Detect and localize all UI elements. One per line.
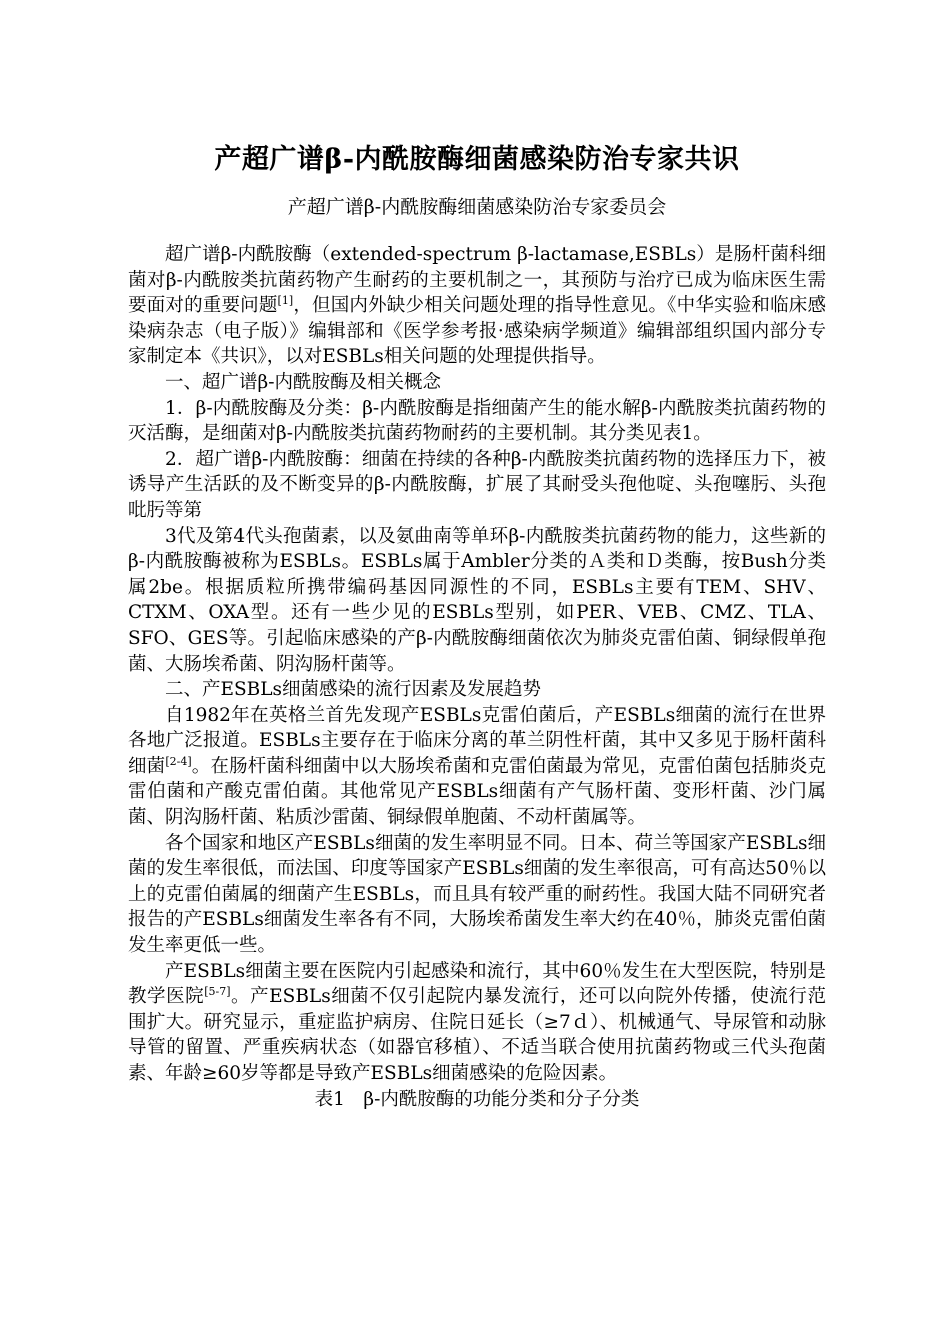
paragraph-intro <box>128 242 826 370</box>
paragraph-text: 。在肠杆菌科细菌中以大肠埃希菌和克雷伯菌最为常见，克雷伯菌包括肺炎克雷伯菌和产酸克雷伯菌。其他常见产ESBLs细菌有产气肠杆菌、变形杆菌、沙门属菌、阴沟肠杆菌、粘质沙雷菌、铜绿假单胞菌、不动杆菌属等。 <box>128 755 826 829</box>
document-page <box>128 140 826 1112</box>
paragraph-incidence: 各个国家和地区产ESBLs细菌的发生率明显不同。日本、荷兰等国家产ESBLs细菌的发生率很低，而法国、印度等国家产ESBLs细菌的发生率很高，可有高达50％以上的克雷伯菌属的细菌产生ESBLs，而且具有较严重的耐药性。我国大陆不同研究者报告的产ESBLs细菌发生率各有不同，大肠埃希菌发生率大约在40％，肺炎克雷伯菌发生率更低一些。 <box>128 832 826 957</box>
paragraph-esbl-definition: 2．超广谱β-内酰胺酶：细菌在持续的各种β-内酰胺类抗菌药物的选择压力下，被诱导产生活跃的及不断变异的β-内酰胺酶，扩展了其耐受头孢他啶、头孢噻肟、头孢吡肟等第 <box>128 448 826 521</box>
section-heading-2: 二、产ESBLs细菌感染的流行因素及发展趋势 <box>165 679 542 701</box>
citation-ref: [5-7] <box>204 985 231 999</box>
document-title: 产超广谱β-内酰胺酶细菌感染防治专家共识 <box>214 144 740 175</box>
paragraph-esbl-types: 3代及第4代头孢菌素，以及氨曲南等单环β-内酰胺类抗菌药物的能力，这些新的β-内酰胺酶被称为ESBLs。ESBLs属于Ambler分类的Ａ类和Ｄ类酶，按Bush分类属2be。根据质粒所携带编码基因同源性的不同，ESBLs主要有TEM、SHV、CTXM、OXA型。还有一些少见的ESBLs型别，如PER、VEB、CMZ、TLA、SFO、GES等。引起临床感染的产β-内酰胺酶细菌依次为肺炎克雷伯菌、铜绿假单孢菌、大肠埃希菌、阴沟肠杆菌等。 <box>128 525 826 675</box>
table-caption: 表1 β-内酰胺酶的功能分类和分子分类 <box>314 1088 640 1110</box>
paragraph-text: 产ESBLs细菌主要在医院内引起感染和流行，其中60％发生在大型医院，特别是教学医院 <box>128 960 826 1008</box>
paragraph-risk-factors <box>128 959 826 1087</box>
paragraph-text: 超广谱β-内酰胺酶（extended-spectrum β-lactamase,ESBLs）是肠杆菌科细菌对β-内酰胺类抗菌药物产生耐药的主要机制之一，其预防与治疗已成为临床医生需要面对的重要问题 <box>128 244 826 317</box>
citation-ref: [2-4] <box>165 754 192 768</box>
paragraph-text: 。产ESBLs细菌不仅引起院内暴发流行，还可以向院外传播，使流行范围扩大。研究显示，重症监护病房、住院日延长（≥7ｄ）、机械通气、导尿管和动脉导管的留置、严重疾病状态（如器官移植）、不适当联合使用抗菌药物或三代头孢菌素、年龄≥60岁等都是导致产ESBLs细菌感染的危险因素。 <box>128 986 826 1084</box>
paragraph-text: ，但国内外缺少相关问题处理的指导性意见。《中华实验和临床感染病杂志（电子版）》编辑部和《医学参考报·感染病学频道》编辑部组织国内部分专家制定本《共识》，以对ESBLs相关问题的处理提供指导。 <box>128 295 826 368</box>
paragraph-lactamase-classification: 1．β-内酰胺酶及分类：β-内酰胺酶是指细菌产生的能水解β-内酰胺类抗菌药物的灭活酶，是细菌对β-内酰胺类抗菌药物耐药的主要机制。其分类见表1。 <box>128 397 826 445</box>
paragraph-text: 自1982年在英格兰首先发现产ESBLs克雷伯菌后，产ESBLs细菌的流行在世界各地广泛报道。ESBLs主要存在于临床分离的革兰阴性杆菌，其中又多见于肠杆菌科细菌 <box>128 704 826 777</box>
paragraph-epidemiology <box>128 703 826 831</box>
citation-ref: [1] <box>277 294 294 308</box>
section-heading-1: 一、超广谱β-内酰胺酶及相关概念 <box>165 371 441 393</box>
document-author: 产超广谱β-内酰胺酶细菌感染防治专家委员会 <box>287 196 667 218</box>
